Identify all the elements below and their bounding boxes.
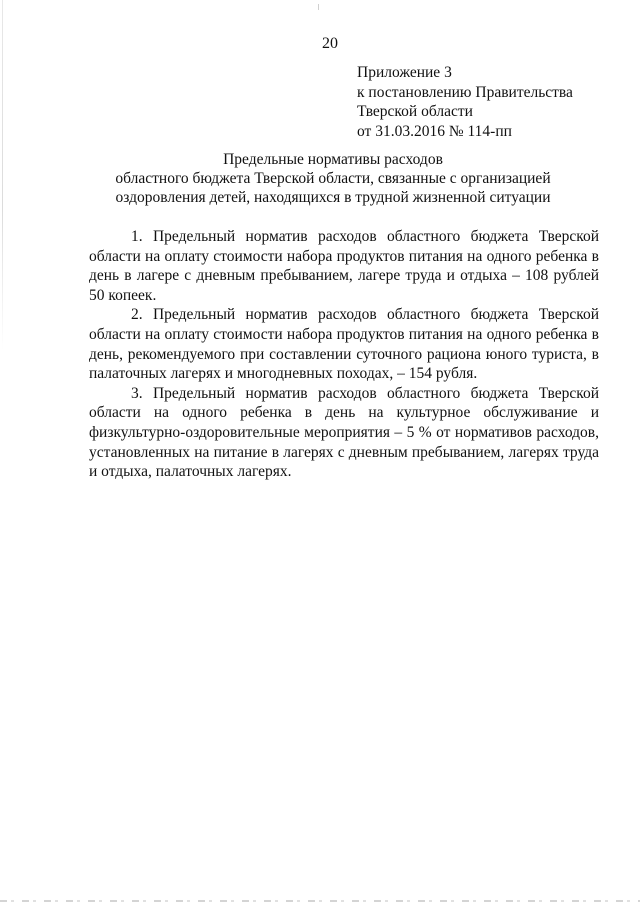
appendix-date-number: от 31.03.2016 № 114-пп xyxy=(357,122,512,140)
paragraph-2: 2. Предельный норматив расходов областного бюджета Тверской области на оплату стоимости набора продуктов питания на одного ребенка в день, рекомендуемого при составлении суточного рациона юного туриста, в палаточных лагерях и многодневных походах, – 154 рубля. xyxy=(89,306,599,383)
appendix-resolution-line: к постановлению Правительства xyxy=(357,83,573,101)
document-heading xyxy=(88,150,578,207)
heading-line-1: Предельные нормативы расходов xyxy=(223,151,443,168)
paragraph-3: 3. Предельный норматив расходов областного бюджета Тверской области на одного ребенка в день на культурное обслуживание и физкультурно-оздоровительные мероприятия – 5 % от нормативов расходов, установленных на питание в лагерях с дневным пребыванием, лагерях труда и отдыха, палаточных лагерях. xyxy=(89,384,599,481)
heading-line-3: оздоровления детей, находящихся в трудной жизненной ситуации xyxy=(115,189,551,206)
page-number: 20 xyxy=(322,35,338,52)
paragraph-1: 1. Предельный норматив расходов областного бюджета Тверской области на оплату стоимости набора продуктов питания на одного ребенка в день в лагере с дневным пребыванием, лагере труда и отдыха – 108 рублей 50 копеек. xyxy=(89,228,599,304)
scan-mark xyxy=(318,4,319,10)
scan-edge-bottom xyxy=(0,900,640,902)
scan-edge-left xyxy=(2,0,3,350)
appendix-title: Приложение 3 xyxy=(357,64,452,81)
heading-line-2: областного бюджета Тверской области, связанные с организацией xyxy=(115,170,551,187)
appendix-region-line: Тверской области xyxy=(357,103,473,120)
appendix-block xyxy=(357,63,573,141)
document-body xyxy=(89,227,599,482)
